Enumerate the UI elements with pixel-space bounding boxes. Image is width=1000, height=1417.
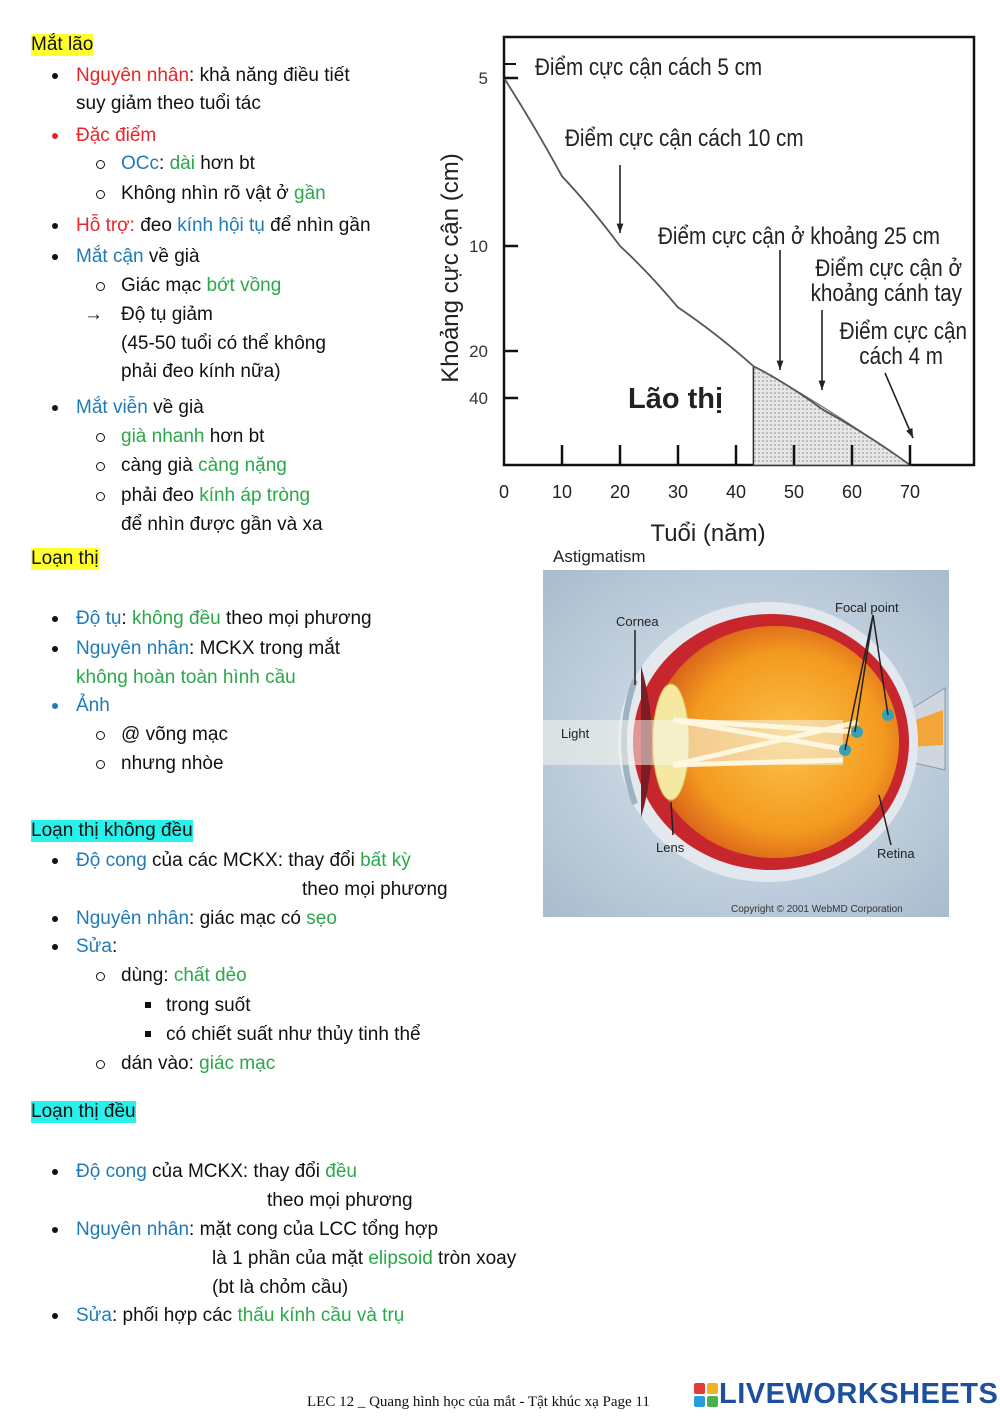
text: dùng:: [121, 965, 174, 986]
highlight-value: dài: [169, 153, 195, 174]
text: tròn xoay: [432, 1248, 517, 1269]
label-nguyen-nhan: Nguyên nhân: [76, 908, 190, 929]
text: Độ tụ giảm: [121, 304, 213, 325]
list-item: [76, 695, 110, 717]
list-item: [76, 1305, 404, 1327]
text: càng già: [121, 455, 199, 476]
label-sua: Sửa: [76, 936, 112, 957]
arrow-glyph: →: [84, 304, 103, 325]
text: là 1 phần của mặt: [212, 1248, 369, 1269]
list-item: [76, 850, 411, 872]
text: của MCKX: thay đổi: [146, 1161, 326, 1182]
highlight-value: không đều: [131, 608, 221, 629]
text: phải đeo kính nữa): [121, 361, 281, 382]
eye-diagram-icon: [543, 570, 949, 917]
retina-label: Retina: [877, 846, 915, 861]
x-tick-label: 30: [667, 482, 689, 502]
liveworksheets-logo-icon: [693, 1382, 719, 1408]
highlight-value: gần: [294, 183, 326, 204]
highlight-value: kính áp tròng: [199, 485, 311, 506]
text: về già: [147, 397, 204, 418]
highlight-value: chất dẻo: [173, 965, 247, 986]
text: : mặt cong của LCC tổng hợp: [189, 1219, 439, 1240]
text: để nhìn được gần và xa: [121, 514, 323, 535]
list-item-cont: suy giảm theo tuổi tác: [76, 93, 261, 114]
list-item: [121, 426, 264, 448]
lens-label: Lens: [656, 840, 685, 855]
list-item: [76, 1161, 357, 1183]
text: : khả năng điều tiết: [189, 65, 350, 86]
highlight-value: đều: [325, 1161, 357, 1182]
highlight-value: thấu kính cầu và trụ: [237, 1305, 405, 1326]
text: : phối hợp các: [111, 1305, 238, 1326]
astigmatism-illustration: [543, 570, 949, 917]
list-item: [76, 638, 340, 660]
text: (bt là chỏm cầu): [212, 1277, 349, 1298]
text: : MCKX trong mắt: [189, 638, 341, 659]
text: theo mọi phương: [267, 1190, 413, 1211]
liveworksheets-logo: [693, 1378, 998, 1411]
near-point-age-chart: [430, 28, 985, 548]
y-axis-label: Khoảng cực cận (cm): [437, 153, 464, 383]
text: (45-50 tuổi có thể không: [121, 333, 326, 354]
label-ho-tro: Hỗ trợ:: [76, 215, 135, 236]
list-item: [76, 936, 117, 958]
light-label: Light: [561, 726, 590, 741]
list-item: [121, 153, 255, 175]
highlight-value: không hoàn toàn hình cầu: [76, 667, 296, 688]
highlight-value: sẹo: [306, 908, 337, 929]
annotation-arm-1: Điểm cực cận ở: [815, 254, 962, 282]
section-title-loan-thi-khong-deu: Loạn thị không đều: [31, 820, 193, 841]
label-nguyen-nhan: Nguyên nhân: [76, 1219, 190, 1240]
label-dac-diem: Đặc điểm: [76, 125, 157, 146]
label-mat-vien: Mắt viễn: [76, 397, 148, 418]
text: Không nhìn rõ vật ở: [121, 183, 295, 204]
highlight-value: già nhanh: [121, 426, 205, 447]
label-mat-can: Mắt cận: [76, 246, 144, 267]
list-item: @ võng mạc: [121, 724, 228, 745]
list-item: [76, 397, 204, 419]
text: : giác mạc có: [189, 908, 307, 929]
y-tick-label: 5: [478, 69, 488, 88]
x-tick-label: 50: [783, 482, 805, 502]
text: :: [121, 608, 132, 629]
list-item: [76, 215, 371, 237]
highlight-value: bớt vồng: [206, 275, 282, 296]
list-item: [76, 1219, 438, 1241]
label-nguyen-nhan: Nguyên nhân: [76, 638, 190, 659]
label-sua: Sửa: [76, 1305, 112, 1326]
annotation-25cm: Điểm cực cận ở khoảng 25 cm: [658, 222, 940, 250]
list-item: [121, 183, 326, 205]
list-item: [76, 908, 337, 930]
list-item: [121, 275, 281, 297]
text: dán vào:: [121, 1053, 200, 1074]
x-tick-label: 70: [899, 482, 921, 502]
y-tick-label: 10: [469, 237, 488, 256]
y-tick-label: 40: [469, 389, 488, 408]
list-item: [121, 1053, 275, 1075]
plot-frame: [504, 37, 974, 465]
list-item: nhưng nhòe: [121, 753, 224, 774]
section-title-mat-lao: Mắt lão: [31, 34, 94, 55]
text: theo mọi phương: [302, 879, 448, 900]
highlight-value: bất kỳ: [360, 850, 411, 871]
list-item: [76, 246, 200, 268]
highlight-value: elipsoid: [368, 1248, 433, 1269]
highlight-value: càng nặng: [198, 455, 287, 476]
annotation-4m-2: cách 4 m: [859, 342, 943, 370]
label-do-cong: Độ cong: [76, 850, 147, 871]
list-item: [76, 65, 350, 87]
text: [212, 1248, 516, 1270]
label-occ: OCc: [121, 153, 159, 174]
list-item: [121, 455, 287, 477]
annotation-4m-1: Điểm cực cận: [839, 317, 967, 345]
annotation-10cm: Điểm cực cận cách 10 cm: [565, 124, 804, 152]
astigmatism-title: Astigmatism: [553, 547, 646, 566]
text: theo mọi phương: [220, 608, 372, 629]
text: về già: [143, 246, 200, 267]
section-title-loan-thi-deu: Loạn thị đều: [31, 1101, 136, 1122]
section-title-loan-thi: Loạn thị: [31, 548, 99, 569]
highlight-value: kính hội tụ: [177, 215, 265, 236]
y-tick-label: 20: [469, 342, 488, 361]
x-tick-label: 20: [609, 482, 631, 502]
text: phải đeo: [121, 485, 200, 506]
text: đeo: [134, 215, 178, 236]
list-item: [76, 125, 156, 147]
highlight-value: giác mạc: [199, 1053, 276, 1074]
text: của các MCKX: thay đổi: [146, 850, 361, 871]
label-nguyen-nhan: Nguyên nhân: [76, 65, 190, 86]
list-item: có chiết suất như thủy tinh thể: [166, 1024, 421, 1045]
annotation-arm-2: khoảng cánh tay: [810, 279, 962, 307]
x-tick-label: 40: [725, 482, 747, 502]
label-do-cong: Độ cong: [76, 1161, 147, 1182]
text: :: [111, 936, 118, 957]
label-do-tu: Độ tụ: [76, 608, 122, 629]
list-item: [121, 965, 247, 987]
focal-point-label: Focal point: [835, 600, 899, 615]
list-item: [76, 608, 372, 630]
text: hơn bt: [204, 426, 265, 447]
text: :: [159, 153, 170, 174]
x-axis-label: Tuổi (năm): [650, 520, 766, 547]
text: để nhìn gần: [264, 215, 371, 236]
list-item: [121, 485, 310, 507]
x-tick-label: 60: [841, 482, 863, 502]
copyright-text: Copyright © 2001 WebMD Corporation: [731, 904, 903, 915]
text: Giác mạc: [121, 275, 207, 296]
list-item: trong suốt: [166, 995, 251, 1016]
page-footer: LEC 12 _ Quang hình học của mắt - Tật khúc xạ Page 11: [307, 1394, 650, 1410]
text: hơn bt: [194, 153, 255, 174]
annotation-5cm: Điểm cực cận cách 5 cm: [535, 53, 763, 81]
liveworksheets-logo-text: LIVEWORKSHEETS: [719, 1378, 999, 1410]
label-anh: Ảnh: [76, 695, 110, 716]
cornea-label: Cornea: [616, 614, 659, 629]
x-tick-label: 0: [498, 482, 510, 502]
x-tick-label: 10: [551, 482, 573, 502]
presbyopia-label: Lão thị: [628, 383, 724, 415]
